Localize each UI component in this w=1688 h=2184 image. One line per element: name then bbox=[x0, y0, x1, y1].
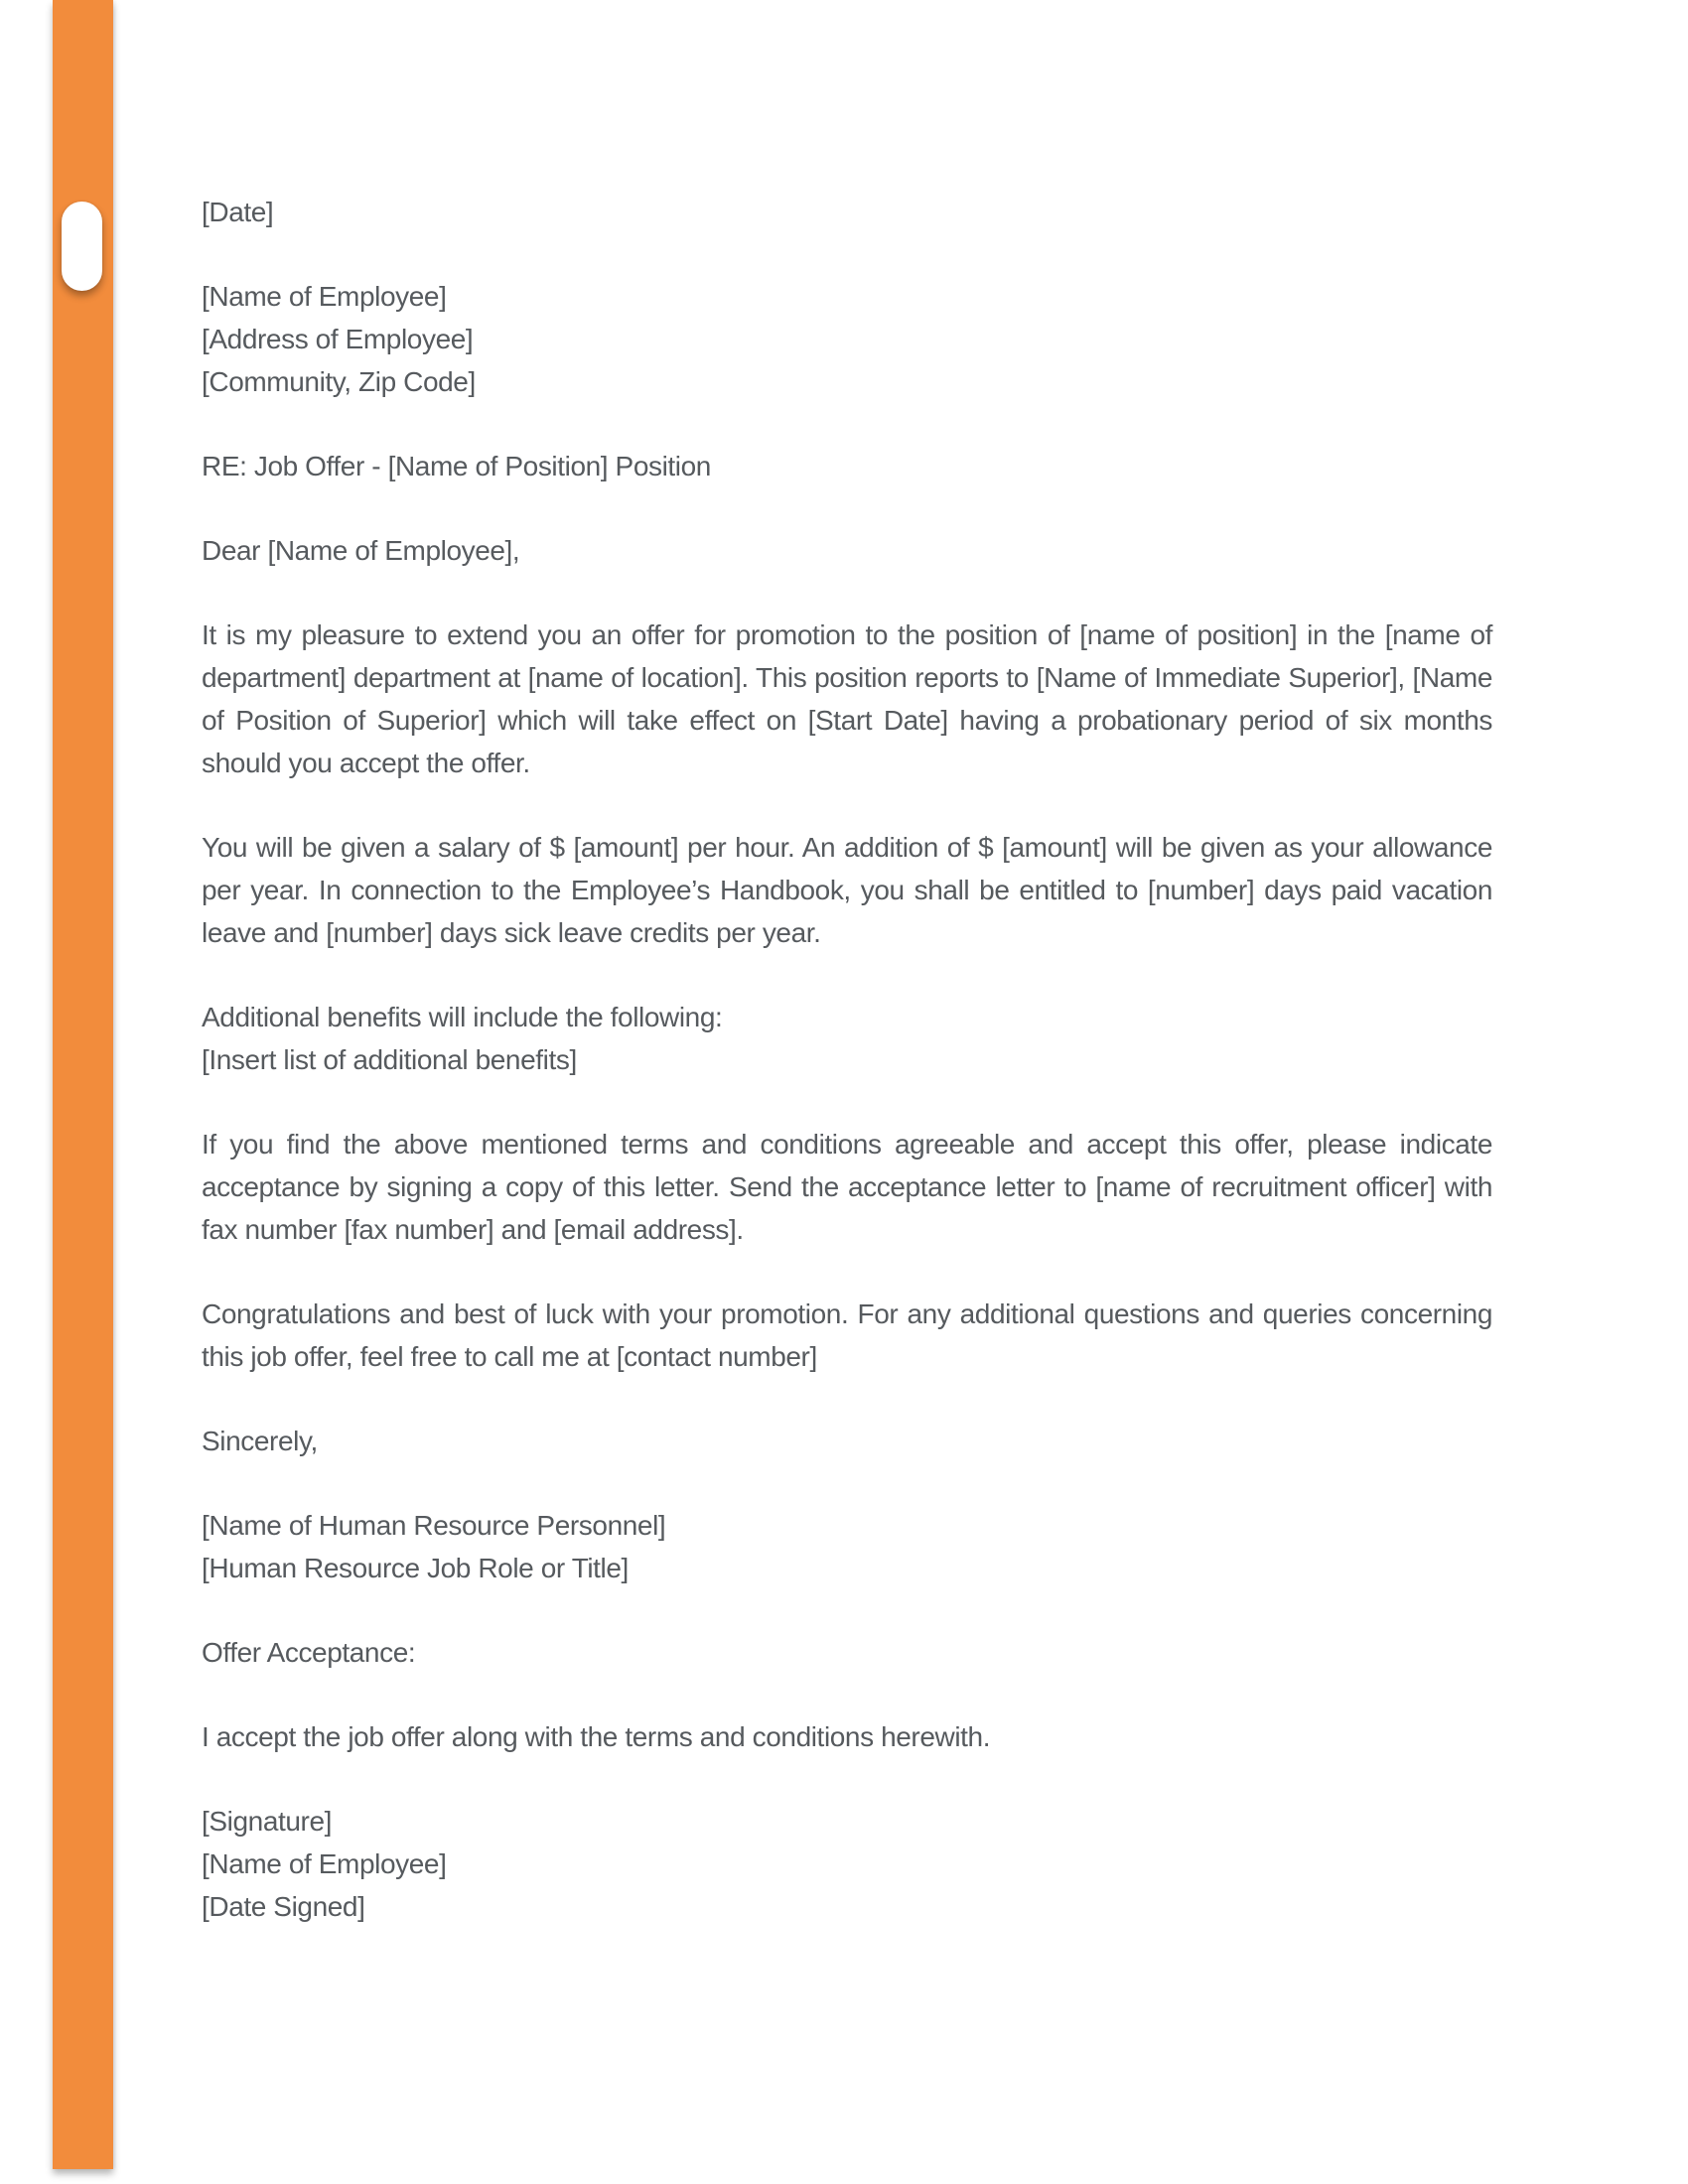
congratulations-paragraph: Congratulations and best of luck with your promotion. For any additional questions and queries concerning this job offer, feel free to call me at [contact number] bbox=[202, 1298, 1492, 1372]
subject-line: RE: Job Offer - [Name of Position] Position bbox=[202, 451, 711, 481]
binder-stripe bbox=[53, 0, 113, 2169]
salutation: Dear [Name of Employee], bbox=[202, 535, 520, 566]
acceptance-employee-name: [Name of Employee] bbox=[202, 1848, 447, 1879]
acceptance-instructions-paragraph: If you find the above mentioned terms and conditions agreeable and accept this offer, please indicate acceptance by signing a copy of this letter. Send the acceptance letter to [name of recruitment officer] with fax number [fax number] and [email address]. bbox=[202, 1129, 1492, 1245]
acceptance-date-signed: [Date Signed] bbox=[202, 1891, 365, 1922]
sender-title: [Human Resource Job Role or Title] bbox=[202, 1553, 629, 1583]
recipient-community: [Community, Zip Code] bbox=[202, 366, 476, 397]
binder-clip-icon bbox=[62, 202, 102, 291]
acceptance-statement: I accept the job offer along with the terms and conditions herewith. bbox=[202, 1721, 991, 1752]
closing: Sincerely, bbox=[202, 1426, 318, 1456]
letter-content bbox=[202, 0, 1492, 1970]
recipient-block bbox=[202, 275, 1492, 403]
offer-acceptance-heading: Offer Acceptance: bbox=[202, 1637, 416, 1668]
benefits-intro: Additional benefits will include the following: bbox=[202, 1002, 723, 1032]
date-line: [Date] bbox=[202, 197, 274, 227]
acceptance-signature-block bbox=[202, 1800, 1492, 1928]
sender-signature-block bbox=[202, 1504, 1492, 1589]
benefits-placeholder: [Insert list of additional benefits] bbox=[202, 1044, 577, 1075]
recipient-name: [Name of Employee] bbox=[202, 281, 447, 312]
benefits-block bbox=[202, 996, 1492, 1081]
sender-name: [Name of Human Resource Personnel] bbox=[202, 1510, 666, 1541]
acceptance-signature: [Signature] bbox=[202, 1806, 333, 1837]
recipient-address: [Address of Employee] bbox=[202, 324, 474, 354]
salary-paragraph: You will be given a salary of $ [amount] per hour. An addition of $ [amount] will be given as your allowance per year. In connection to the Employee’s Handbook, you shall be entitled to [number] days paid vacation leave and [number] days sick leave credits per year. bbox=[202, 832, 1492, 948]
promotion-paragraph: It is my pleasure to extend you an offer for promotion to the position of [name of position] in the [name of department] department at [name of location]. This position reports to [Name of Immediate Superior], [Name of Position of Superior] which will take effect on [Start Date] having a probationary period of six months should you accept the offer. bbox=[202, 619, 1492, 778]
